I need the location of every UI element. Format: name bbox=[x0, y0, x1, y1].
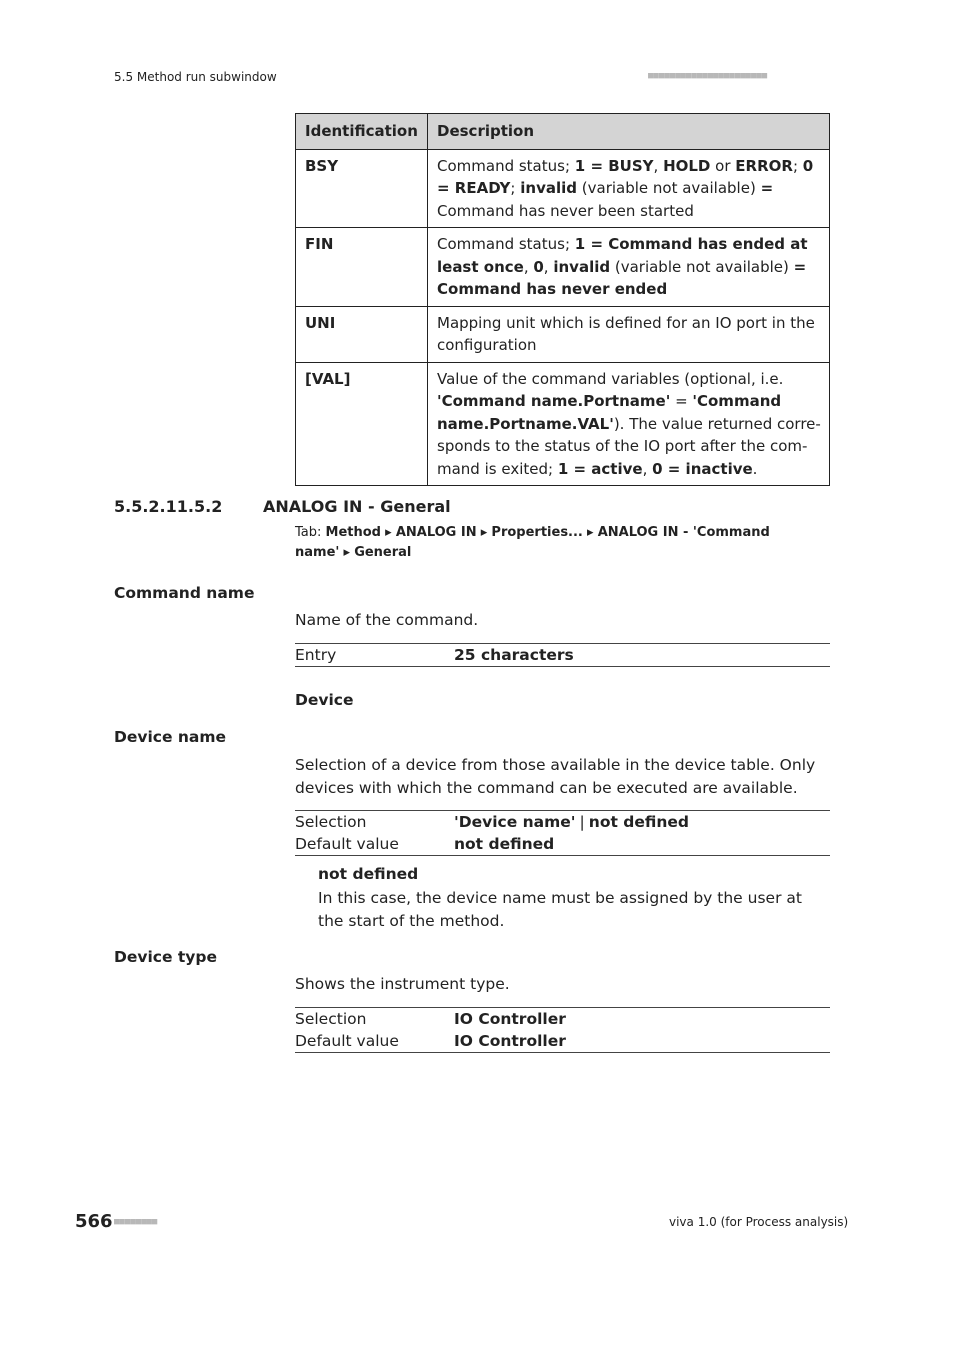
command-name-properties bbox=[295, 643, 830, 667]
tab-path-item: ANALOG IN bbox=[395, 525, 477, 540]
tab-path-item: ANALOG IN - 'Command name' bbox=[295, 525, 770, 560]
selection-value: 'Device name' | not defined bbox=[454, 813, 690, 831]
note-text: In this case, the device name must be assigned by the user at the start of the method. bbox=[318, 889, 802, 930]
arrow-icon: ▸ bbox=[587, 525, 594, 540]
col-header-description: Description bbox=[428, 114, 830, 150]
row-id: [VAL] bbox=[296, 362, 428, 486]
entry-row bbox=[295, 644, 830, 666]
entry-label: Entry bbox=[295, 646, 337, 664]
device-heading: Device bbox=[295, 691, 354, 709]
device-name-label: Device name bbox=[114, 728, 227, 746]
section-number: 5.5.2.11.5.2 bbox=[114, 497, 223, 516]
arrow-icon: ▸ bbox=[343, 545, 351, 560]
device-type-label: Device type bbox=[114, 948, 218, 966]
table-row bbox=[296, 228, 830, 307]
default-label: Default value bbox=[295, 1032, 399, 1050]
tab-path: Tab: Method ▸ ANALOG IN ▸ Properties... ▸ ANALOG IN - 'Command name' ▸ General bbox=[295, 525, 770, 560]
device-type-description: Shows the instrument type. bbox=[295, 975, 510, 993]
row-description: Value of the command variables (optional, i.e. 'Command name.Portname' = 'Command name.Portname.VAL'). The value returned corre-sponds to the status of the IO port after the com-mand is exited; 1 = active, 0 = inactive. bbox=[428, 362, 830, 486]
note-title: not defined bbox=[318, 865, 419, 883]
selection-label: Selection bbox=[295, 813, 367, 831]
tab-path-item: Method bbox=[325, 525, 381, 540]
selection-row bbox=[295, 1008, 830, 1030]
entry-value: 25 characters bbox=[454, 646, 574, 664]
table-header-row bbox=[296, 114, 830, 150]
footer-decoration: ■■■■■■■■ bbox=[114, 1217, 158, 1227]
col-header-identification: Identification bbox=[296, 114, 428, 150]
header-decoration: ■■■■■■■■■■■■■■■■■■■■■■ bbox=[648, 71, 768, 81]
command-name-label: Command name bbox=[114, 584, 255, 602]
arrow-icon: ▸ bbox=[385, 525, 392, 540]
selection-label: Selection bbox=[295, 1010, 367, 1028]
default-row bbox=[295, 1030, 830, 1052]
product-name: viva 1.0 (for Process analysis) bbox=[669, 1215, 849, 1229]
device-name-description: Selection of a device from those available in the device table. Only devices with which the command can be executed are available. bbox=[295, 756, 816, 797]
default-value: not defined bbox=[454, 835, 555, 853]
table-row bbox=[296, 306, 830, 362]
table-row bbox=[296, 149, 830, 228]
row-id: BSY bbox=[296, 149, 428, 228]
tab-path-item: General bbox=[354, 545, 412, 560]
row-description: Command status; 1 = Command has ended at least once, 0, invalid (variable not available) = Command has never ended bbox=[428, 228, 830, 307]
page-number: 566 bbox=[75, 1211, 113, 1232]
default-label: Default value bbox=[295, 835, 399, 853]
device-type-properties bbox=[295, 1007, 830, 1053]
running-header-section: 5.5 Method run subwindow bbox=[114, 70, 277, 84]
table-row bbox=[296, 362, 830, 486]
identification-table bbox=[295, 113, 830, 486]
command-name-description: Name of the command. bbox=[295, 611, 479, 629]
arrow-icon: ▸ bbox=[480, 525, 488, 540]
row-id: FIN bbox=[296, 228, 428, 307]
selection-row bbox=[295, 811, 830, 833]
default-row bbox=[295, 833, 830, 855]
selection-value: IO Controller bbox=[454, 1010, 566, 1028]
row-description: Command status; 1 = BUSY, HOLD or ERROR; 0 = READY; invalid (variable not available) = Command has never been started bbox=[428, 149, 830, 228]
row-description: Mapping unit which is defined for an IO port in the configuration bbox=[428, 306, 830, 362]
default-value: IO Controller bbox=[454, 1032, 566, 1050]
row-id: UNI bbox=[296, 306, 428, 362]
tab-path-item: Properties... bbox=[491, 525, 583, 540]
device-name-properties bbox=[295, 810, 830, 856]
section-title: ANALOG IN - General bbox=[263, 497, 451, 516]
